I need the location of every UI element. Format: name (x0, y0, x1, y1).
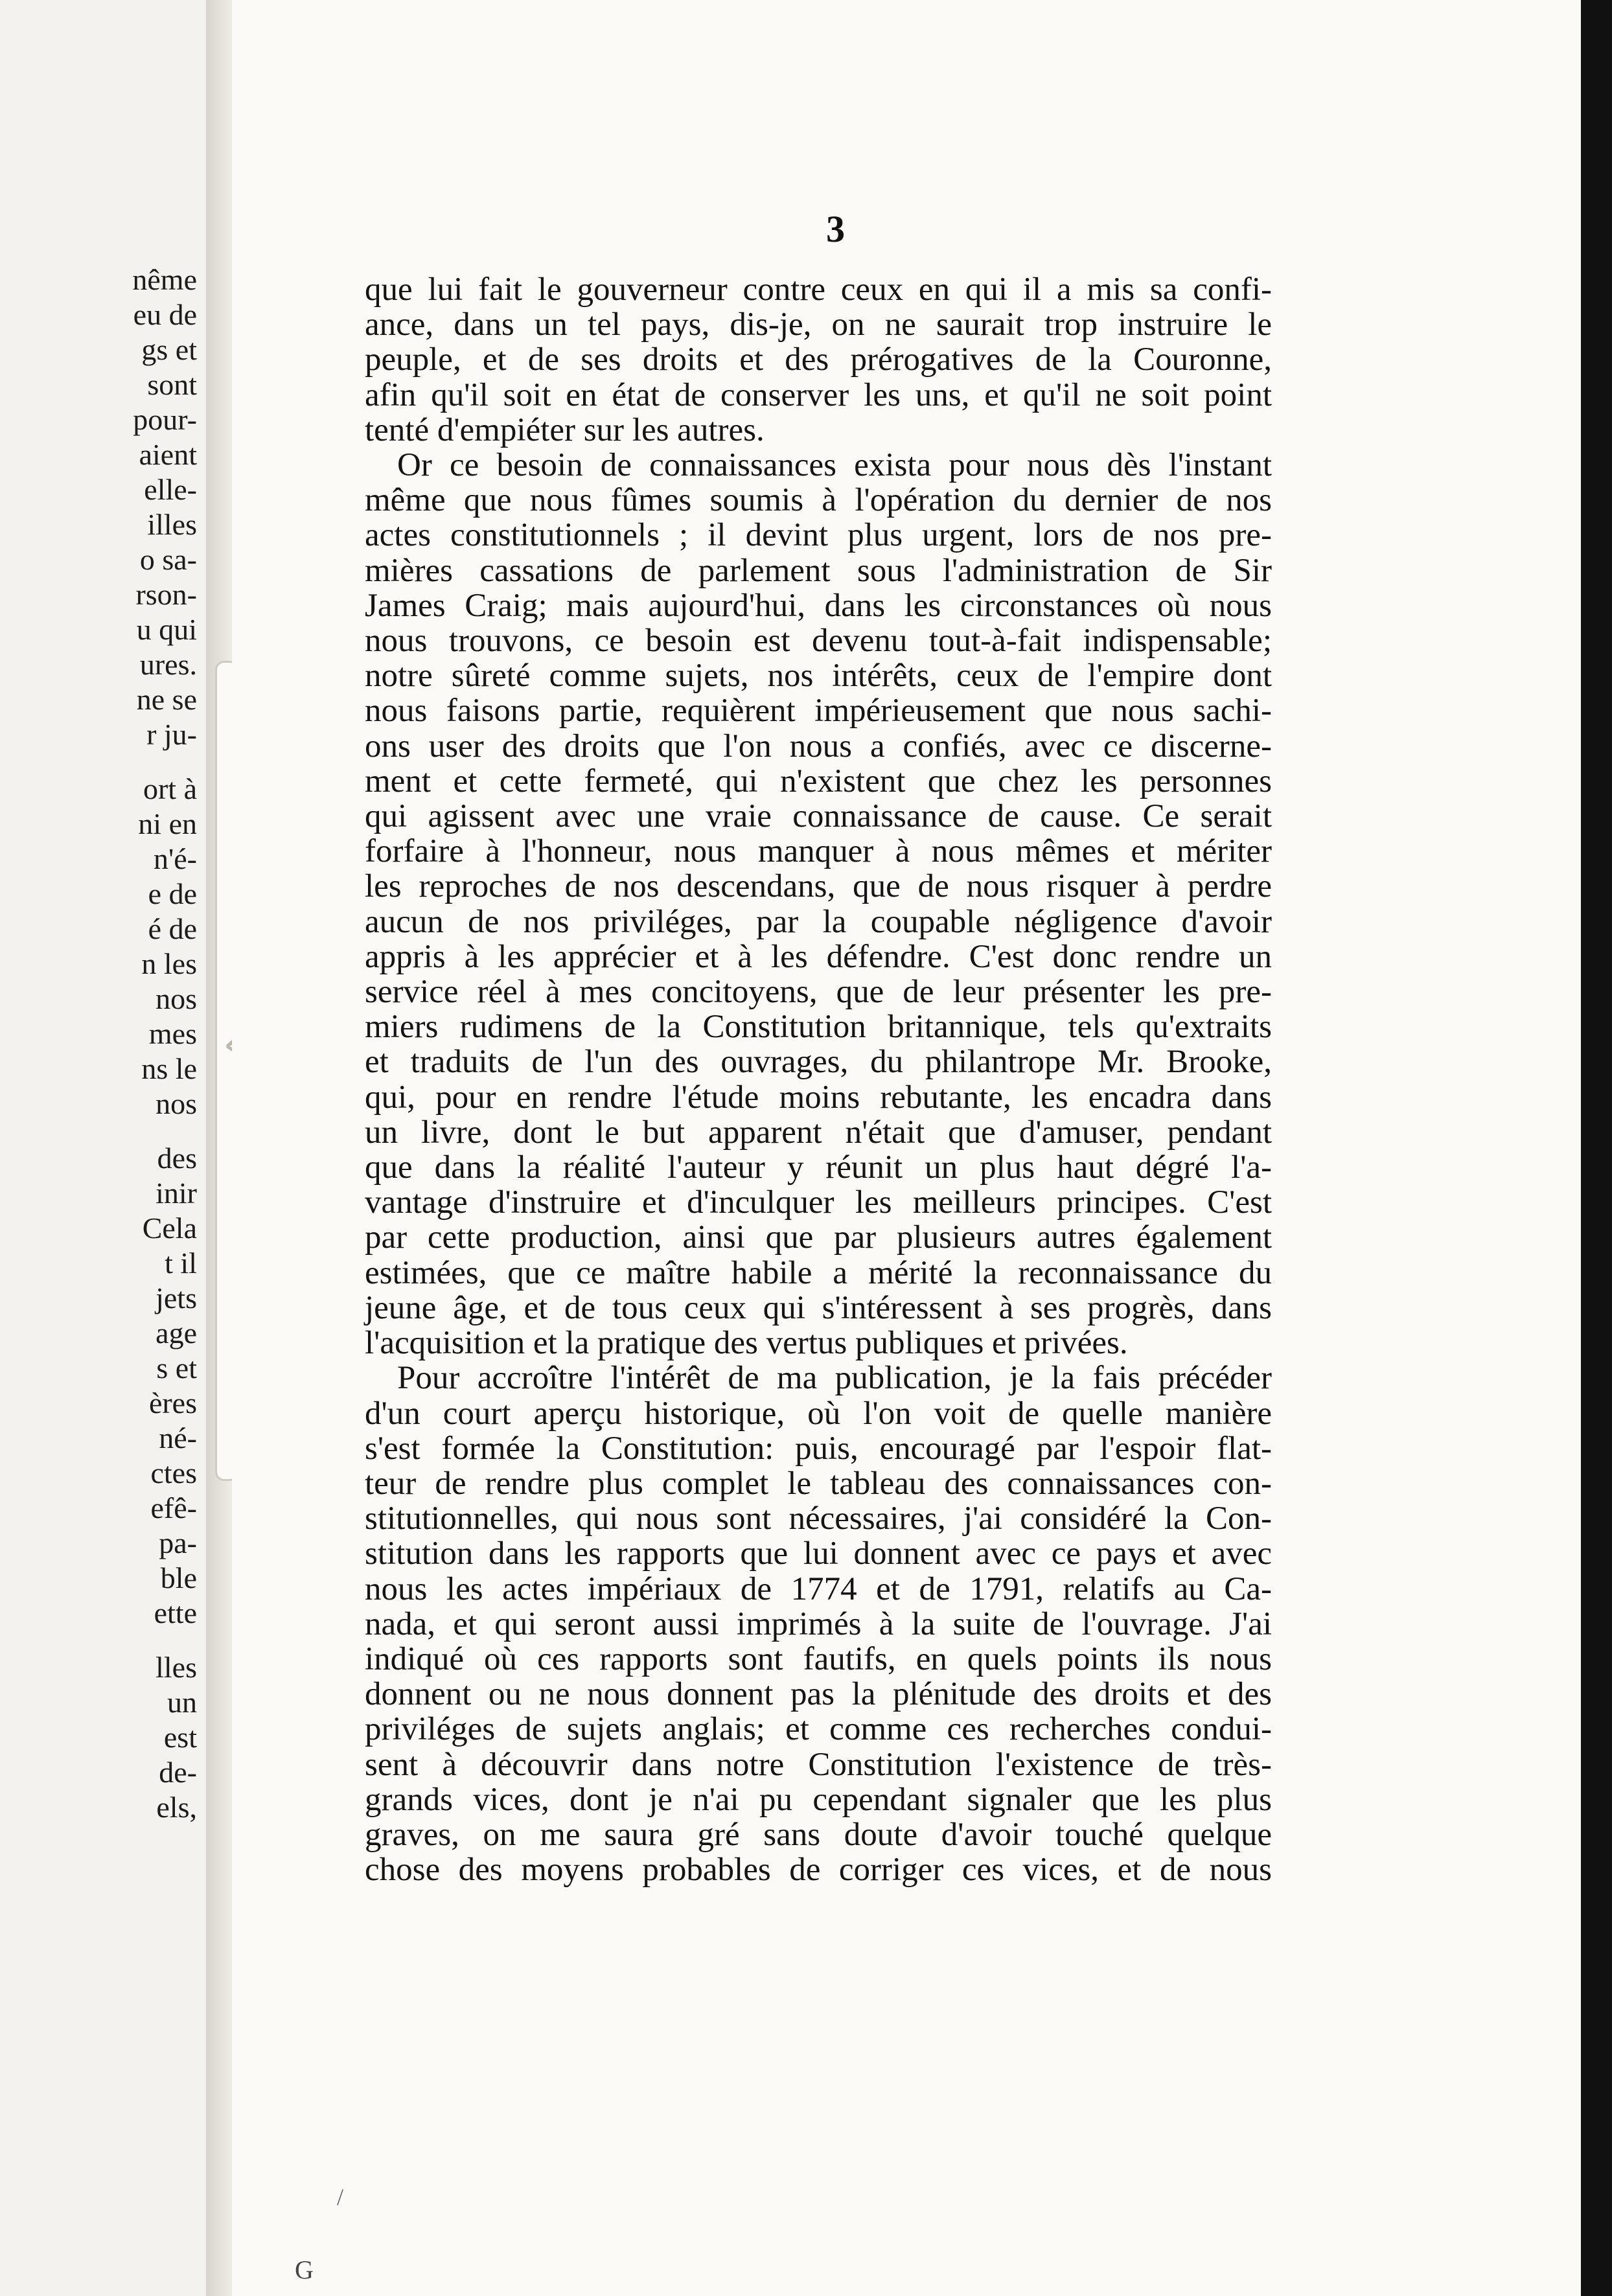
left-page-fragment-line: Cela (142, 1211, 197, 1245)
left-page-fragment-line: jets (155, 1281, 197, 1314)
left-page-fragment-line: gs et (141, 333, 197, 366)
left-page-fragment-line: né- (159, 1421, 197, 1454)
left-page-fragment-line: u qui (136, 613, 197, 646)
text-line: forfaire à l'honneur, nous manquer à nous mêmes et mériter (365, 833, 1272, 870)
text-line: nous trouvons, ce besoin est devenu tout-à-fait indispensable; (365, 623, 1272, 660)
text-line: notre sûreté comme sujets, nos intérêts, ceux de l'empire dont (365, 658, 1272, 695)
left-page-fragment-line: n les (141, 947, 197, 980)
text-line: et traduits de l'un des ouvrages, du philantrope Mr. Brooke, (365, 1044, 1272, 1081)
text-line: un livre, dont le but apparent n'était que d'amuser, pendant (365, 1114, 1272, 1151)
left-page-fragment-line: e de (148, 877, 197, 910)
text-line: miers rudimens de la Constitution britannique, tels qu'extraits (365, 1009, 1272, 1046)
text-line: priviléges de sujets anglais; et comme ces recherches condui- (365, 1711, 1272, 1748)
left-page-fragment-line: n'é- (153, 842, 197, 875)
left-page-fragment-line: un (167, 1686, 197, 1719)
left-page-fragment-line: age (155, 1316, 197, 1349)
text-line: stitution dans les rapports que lui donnent avec ce pays et avec (365, 1535, 1272, 1572)
text-line: ment et cette fermeté, qui n'existent que chez les personnes (365, 763, 1272, 799)
text-line: teur de rendre plus complet le tableau des connaissances con- (365, 1465, 1272, 1502)
text-line: James Craig; mais aujourd'hui, dans les circonstances où nous (365, 587, 1272, 624)
text-line: graves, on me saura gré sans doute d'avoir touché quelque (365, 1816, 1272, 1853)
left-page-fragment-line: ble (160, 1561, 197, 1594)
text-line: Pour accroître l'intérêt de ma publication, je la fais précéder (397, 1360, 1272, 1397)
left-page-fragment-line: ort à (143, 772, 197, 805)
left-page-fragment-line: ns le (141, 1052, 197, 1085)
text-line: appris à les apprécier et à les défendre. C'est donc rendre un (365, 938, 1272, 975)
text-line: vantage d'instruire et d'inculquer les meilleurs principes. C'est (365, 1184, 1272, 1221)
left-page-fragment-line: aient (139, 438, 197, 471)
text-line: ons user des droits que l'on nous a confiés, avec ce discerne- (365, 728, 1272, 764)
text-line: que dans la réalité l'auteur y réunit un plus haut dégré l'a- (365, 1149, 1272, 1186)
left-page-fragment-line: ni en (138, 807, 197, 840)
text-line: Or ce besoin de connaissances exista pour nous dès l'instant (397, 447, 1272, 484)
text-line: peuple, et de ses droits et des prérogatives de la Couronne, (365, 341, 1272, 378)
text-line: qui agissent avec une vraie connaissance de cause. Ce serait (365, 798, 1272, 835)
left-page-fragment-line: inir (155, 1177, 197, 1210)
corner-mark: G (295, 2255, 314, 2284)
left-page-fragment-line: ctes (150, 1456, 197, 1489)
text-line: d'un court aperçu historique, où l'on voit de quelle manière (365, 1395, 1272, 1432)
left-page-fragment-line: sont (147, 368, 197, 401)
page-number: 3 (826, 208, 845, 250)
text-line: par cette production, ainsi que par plusieurs autres également (365, 1219, 1272, 1256)
stray-mark: / (337, 2184, 344, 2210)
text-line: estimées, que ce maître habile a mérité la reconnaissance du (365, 1254, 1272, 1291)
left-page-fragment-line: o sa- (139, 543, 197, 576)
text-line: mières cassations de parlement sous l'administration de Sir (365, 552, 1272, 589)
left-page-fragment-line: s et (156, 1351, 197, 1384)
left-page-fragment (0, 0, 207, 2296)
left-page-fragment-line: elle- (144, 473, 197, 506)
left-page-fragment-line: t il (165, 1246, 197, 1280)
left-page-fragment-line: ette (154, 1596, 197, 1629)
left-page-fragment-line: é de (148, 912, 197, 945)
left-page-fragment-line: pour- (133, 403, 197, 436)
text-line: jeune âge, et de tous ceux qui s'intéressent à ses progrès, dans (365, 1289, 1272, 1326)
left-page-fragment-line: de- (159, 1756, 197, 1789)
text-line: donnent ou ne nous donnent pas la plénitude des droits et des (365, 1676, 1272, 1713)
left-page-fragment-line: ères (148, 1386, 197, 1419)
left-page-fragment-line: nos (155, 982, 197, 1015)
left-page-fragment-line: rson- (135, 578, 197, 611)
text-line: nous les actes impériaux de 1774 et de 1791, relatifs au Ca- (365, 1570, 1272, 1607)
left-page-fragment-line: est (163, 1721, 197, 1754)
left-page-fragment-line: r ju- (146, 718, 197, 751)
text-line: nada, et qui seront aussi imprimés à la suite de l'ouvrage. J'ai (365, 1605, 1272, 1642)
text-line: même que nous fûmes soumis à l'opération du dernier de nos (365, 482, 1272, 519)
text-line: tenté d'empiéter sur les autres. (365, 411, 765, 448)
left-page-fragment-line: lles (155, 1651, 197, 1684)
text-line: aucun de nos priviléges, par la coupable négligence d'avoir (365, 903, 1272, 940)
text-line: grands vices, dont je n'ai pu cependant signaler que les plus (365, 1781, 1272, 1818)
left-page-fragment-line: illes (147, 508, 197, 541)
text-line: sent à découvrir dans notre Constitution l'existence de très- (365, 1746, 1272, 1783)
scan-edge (1581, 0, 1612, 2296)
text-line: ance, dans un tel pays, dis-je, on ne saurait trop instruire le (365, 306, 1272, 343)
left-page-fragment-line: ures. (139, 648, 197, 681)
left-page-fragment-line: els, (156, 1791, 197, 1824)
text-line: service réel à mes concitoyens, que de leur présenter les pre- (365, 974, 1272, 1011)
text-line: s'est formée la Constitution: puis, encouragé par l'espoir flat- (365, 1430, 1272, 1467)
left-page-fragment-line: nos (155, 1087, 197, 1120)
text-line: qui, pour en rendre l'étude moins rebutante, les encadra dans (365, 1079, 1272, 1116)
left-page-fragment-line: efê- (150, 1491, 197, 1524)
text-line: nous faisons partie, requièrent impérieusement que nous sachi- (365, 693, 1272, 729)
body-text (365, 272, 1272, 1887)
left-page-fragment-line: nême (132, 263, 197, 296)
left-page-fragment-line: pa- (159, 1526, 197, 1559)
left-page-fragment-line: ne se (136, 683, 197, 716)
text-line: l'acquisition et la pratique des vertus publiques et privées. (365, 1325, 1128, 1362)
text-line: les reproches de nos descendans, que de nous risquer à perdre (365, 868, 1272, 905)
text-line: indiqué où ces rapports sont fautifs, en quels points ils nous (365, 1640, 1272, 1677)
text-line: stitutionnelles, qui nous sont nécessaires, j'ai considéré la Con- (365, 1500, 1272, 1537)
left-page-fragment-line: mes (148, 1017, 197, 1050)
left-page-fragment-line: eu de (133, 298, 197, 331)
text-line: actes constitutionnels ; il devint plus urgent, lors de nos pre- (365, 517, 1272, 554)
text-line: chose des moyens probables de corriger ces vices, et de nous (365, 1852, 1272, 1888)
text-line: afin qu'il soit en état de conserver les uns, et qu'il ne soit point (365, 376, 1272, 413)
text-line: que lui fait le gouverneur contre ceux en qui il a mis sa confi- (365, 271, 1272, 308)
left-page-fragment-line: des (157, 1142, 197, 1175)
